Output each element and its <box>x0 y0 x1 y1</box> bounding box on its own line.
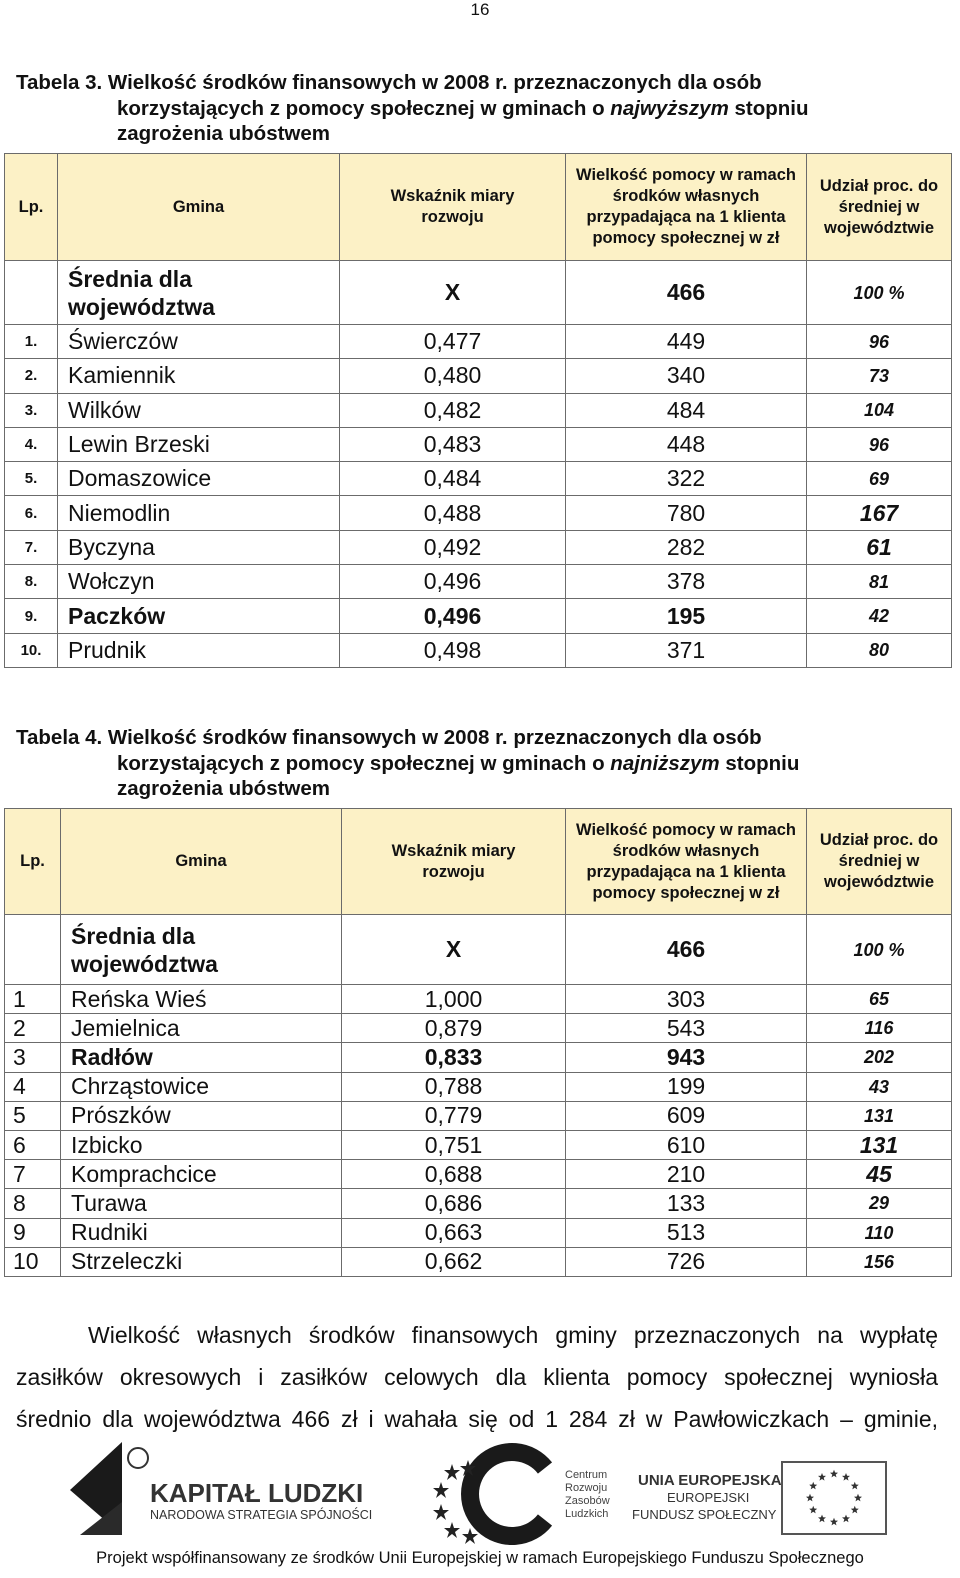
row-wskaznik: 0,879 <box>342 1014 566 1043</box>
row-wskaznik: 0,496 <box>340 565 566 599</box>
average-label: Średnia dla województwa <box>58 261 340 325</box>
average-row <box>5 261 952 325</box>
row-udzial: 110 <box>807 1218 952 1247</box>
average-udzial: 100 % <box>807 915 952 985</box>
row-lp: 7. <box>5 530 58 564</box>
row-wskaznik: 0,477 <box>340 325 566 359</box>
average-wielkosc: 466 <box>566 261 807 325</box>
row-wielkosc: 726 <box>566 1247 807 1276</box>
caption-line: stopniu <box>719 751 800 775</box>
row-wielkosc: 780 <box>566 496 807 530</box>
row-wskaznik: 0,496 <box>340 599 566 633</box>
row-lp: 1. <box>5 325 58 359</box>
centrum-line: Zasobów <box>565 1495 610 1507</box>
table-row <box>5 496 952 530</box>
table-row <box>5 633 952 667</box>
row-udzial: 131 <box>807 1130 952 1159</box>
caption-line: korzystających z pomocy społecznej w gminach o <box>117 751 611 775</box>
header-gmina: Gmina <box>58 154 340 261</box>
ue-line: UNIA EUROPEJSKA <box>638 1472 782 1489</box>
row-lp: 5 <box>5 1101 61 1130</box>
kapital-subtitle: NARODOWA STRATEGIA SPÓJNOŚCI <box>150 1508 373 1522</box>
table-row <box>5 1130 952 1159</box>
table-row <box>5 393 952 427</box>
row-wielkosc: 484 <box>566 393 807 427</box>
row-lp: 1 <box>5 985 61 1014</box>
kapital-ludzki-logo <box>70 1442 372 1535</box>
table-row <box>5 1014 952 1043</box>
row-gmina: Chrząstowice <box>61 1072 342 1101</box>
caption-line: zagrożenia ubóstwem <box>117 122 331 145</box>
row-wskaznik: 0,498 <box>340 633 566 667</box>
table-row <box>5 985 952 1014</box>
centrum-line: Centrum <box>565 1469 608 1481</box>
table-row <box>5 359 952 393</box>
ue-line: FUNDUSZ SPOŁECZNY <box>632 1507 777 1522</box>
row-udzial: 69 <box>807 462 952 496</box>
row-wskaznik: 0,482 <box>340 393 566 427</box>
row-wskaznik: 0,492 <box>340 530 566 564</box>
table-row <box>5 427 952 461</box>
caption-line: Tabela 4. Wielkość środków finansowych w 2008 r. przeznaczonych dla osób <box>16 726 762 749</box>
row-gmina: Domaszowice <box>58 462 340 496</box>
row-lp: 6. <box>5 496 58 530</box>
row-wielkosc: 303 <box>566 985 807 1014</box>
row-wskaznik: 1,000 <box>342 985 566 1014</box>
average-udzial: 100 % <box>807 261 952 325</box>
row-lp: 10 <box>5 1247 61 1276</box>
table-row <box>5 462 952 496</box>
row-lp: 9 <box>5 1218 61 1247</box>
page-number: 16 <box>470 0 490 19</box>
header-wielkosc: Wielkość pomocy w ramach środków własnych przypadająca na 1 klienta pomocy społecznej w zł <box>566 154 807 261</box>
row-wielkosc: 133 <box>566 1189 807 1218</box>
row-gmina: Rudniki <box>61 1218 342 1247</box>
row-wielkosc: 610 <box>566 1130 807 1159</box>
row-udzial: 167 <box>807 496 952 530</box>
row-gmina: Izbicko <box>61 1130 342 1159</box>
row-lp: 6 <box>5 1130 61 1159</box>
row-wskaznik: 0,484 <box>340 462 566 496</box>
paragraph-line: Wielkość własnych środków finansowych gminy przeznaczonych na wypłatę <box>88 1322 938 1348</box>
table-row <box>5 325 952 359</box>
table-row <box>5 1043 952 1072</box>
ue-line: EUROPEJSKI <box>667 1490 750 1505</box>
row-wielkosc: 448 <box>566 427 807 461</box>
row-udzial: 80 <box>807 633 952 667</box>
row-lp: 10. <box>5 633 58 667</box>
row-wskaznik: 0,480 <box>340 359 566 393</box>
caption-emphasis: najwyższym <box>610 96 729 120</box>
row-wielkosc: 195 <box>566 599 807 633</box>
row-gmina: Komprachcice <box>61 1160 342 1189</box>
table-row <box>5 1189 952 1218</box>
row-lp: 7 <box>5 1160 61 1189</box>
row-wskaznik: 0,788 <box>342 1072 566 1101</box>
table-row <box>5 1218 952 1247</box>
centrum-line: Rozwoju <box>565 1482 608 1494</box>
row-gmina: Kamiennik <box>58 359 340 393</box>
row-udzial: 116 <box>807 1014 952 1043</box>
header-gmina: Gmina <box>61 809 342 915</box>
table-row <box>5 1247 952 1276</box>
centrum-line: Ludzkich <box>565 1508 609 1520</box>
header-wskaznik: Wskaźnik miary rozwoju <box>340 154 566 261</box>
row-gmina: Wilków <box>58 393 340 427</box>
table-3 <box>4 153 952 668</box>
row-udzial: 45 <box>807 1160 952 1189</box>
centrum-logo <box>433 1452 610 1544</box>
row-udzial: 104 <box>807 393 952 427</box>
average-row <box>5 915 952 985</box>
footer-note: Projekt współfinansowany ze środków Unii Europejskiej w ramach Europejskiego Funduszu Społecznego <box>96 1549 864 1567</box>
row-wskaznik: 0,779 <box>342 1101 566 1130</box>
header-lp: Lp. <box>5 809 61 915</box>
paragraph-line: zasiłków okresowych i zasiłków celowych dla klienta pomocy społecznej wyniosła <box>16 1364 938 1390</box>
row-udzial: 43 <box>807 1072 952 1101</box>
row-udzial: 29 <box>807 1189 952 1218</box>
header-wskaznik: Wskaźnik miary rozwoju <box>342 809 566 915</box>
row-lp: 3. <box>5 393 58 427</box>
row-lp: 2. <box>5 359 58 393</box>
row-wielkosc: 609 <box>566 1101 807 1130</box>
row-wielkosc: 943 <box>566 1043 807 1072</box>
body-paragraph <box>16 1314 938 1440</box>
header-wielkosc: Wielkość pomocy w ramach środków własnych przypadająca na 1 klienta pomocy społecznej w zł <box>566 809 807 915</box>
row-udzial: 131 <box>807 1101 952 1130</box>
row-gmina: Wołczyn <box>58 565 340 599</box>
row-wielkosc: 340 <box>566 359 807 393</box>
row-wielkosc: 210 <box>566 1160 807 1189</box>
row-wskaznik: 0,688 <box>342 1160 566 1189</box>
caption-line: korzystających z pomocy społecznej w gminach o <box>117 96 611 120</box>
row-wskaznik: 0,662 <box>342 1247 566 1276</box>
row-wielkosc: 371 <box>566 633 807 667</box>
row-gmina: Strzeleczki <box>61 1247 342 1276</box>
row-udzial: 202 <box>807 1043 952 1072</box>
table-4 <box>4 808 952 1277</box>
header-lp: Lp. <box>5 154 58 261</box>
table-row <box>5 1160 952 1189</box>
row-lp: 2 <box>5 1014 61 1043</box>
caption-line: Tabela 3. Wielkość środków finansowych w 2008 r. przeznaczonych dla osób <box>16 71 762 94</box>
header-udzial: Udział proc. do średniej w województwie <box>807 809 952 915</box>
header-udzial: Udział proc. do średniej w województwie <box>807 154 952 261</box>
row-wielkosc: 543 <box>566 1014 807 1043</box>
row-lp: 4 <box>5 1072 61 1101</box>
row-gmina: Radłów <box>61 1043 342 1072</box>
average-wskaznik: X <box>342 915 566 985</box>
row-wskaznik: 0,833 <box>342 1043 566 1072</box>
row-wielkosc: 378 <box>566 565 807 599</box>
row-gmina: Jemielnica <box>61 1014 342 1043</box>
row-wskaznik: 0,686 <box>342 1189 566 1218</box>
row-wskaznik: 0,483 <box>340 427 566 461</box>
row-gmina: Byczyna <box>58 530 340 564</box>
row-lp: 8. <box>5 565 58 599</box>
row-lp: 3 <box>5 1043 61 1072</box>
table-row <box>5 1101 952 1130</box>
average-wskaznik: X <box>340 261 566 325</box>
row-gmina: Paczków <box>58 599 340 633</box>
row-udzial: 65 <box>807 985 952 1014</box>
caption-emphasis: najniższym <box>610 751 720 775</box>
row-lp: 8 <box>5 1189 61 1218</box>
ue-logo <box>632 1462 886 1534</box>
row-wielkosc: 449 <box>566 325 807 359</box>
row-gmina: Lewin Brzeski <box>58 427 340 461</box>
row-lp: 5. <box>5 462 58 496</box>
caption-line: stopniu <box>728 96 809 120</box>
row-wskaznik: 0,751 <box>342 1130 566 1159</box>
caption-line: zagrożenia ubóstwem <box>117 777 331 800</box>
footer-logos <box>0 1440 960 1545</box>
row-wielkosc: 322 <box>566 462 807 496</box>
table-3-caption <box>16 70 960 147</box>
row-lp: 4. <box>5 427 58 461</box>
row-gmina: Prószków <box>61 1101 342 1130</box>
row-wskaznik: 0,663 <box>342 1218 566 1247</box>
row-gmina: Reńska Wieś <box>61 985 342 1014</box>
average-label: Średnia dla województwa <box>61 915 342 985</box>
kapital-title: KAPITAŁ LUDZKI <box>150 1478 364 1508</box>
row-wskaznik: 0,488 <box>340 496 566 530</box>
row-udzial: 96 <box>807 427 952 461</box>
table-row <box>5 565 952 599</box>
row-udzial: 81 <box>807 565 952 599</box>
row-udzial: 156 <box>807 1247 952 1276</box>
table-row <box>5 599 952 633</box>
row-wielkosc: 282 <box>566 530 807 564</box>
table-row <box>5 530 952 564</box>
row-lp: 9. <box>5 599 58 633</box>
row-udzial: 42 <box>807 599 952 633</box>
row-gmina: Świerczów <box>58 325 340 359</box>
paragraph-line: średnio dla województwa 466 zł i wahała się od 1 284 zł w Pawłowiczkach – gminie, <box>16 1406 938 1432</box>
average-wielkosc: 466 <box>566 915 807 985</box>
row-wielkosc: 513 <box>566 1218 807 1247</box>
row-udzial: 61 <box>807 530 952 564</box>
table-row <box>5 1072 952 1101</box>
row-gmina: Turawa <box>61 1189 342 1218</box>
table-4-caption <box>16 725 960 802</box>
row-udzial: 96 <box>807 325 952 359</box>
row-udzial: 73 <box>807 359 952 393</box>
row-wielkosc: 199 <box>566 1072 807 1101</box>
row-gmina: Prudnik <box>58 633 340 667</box>
row-gmina: Niemodlin <box>58 496 340 530</box>
